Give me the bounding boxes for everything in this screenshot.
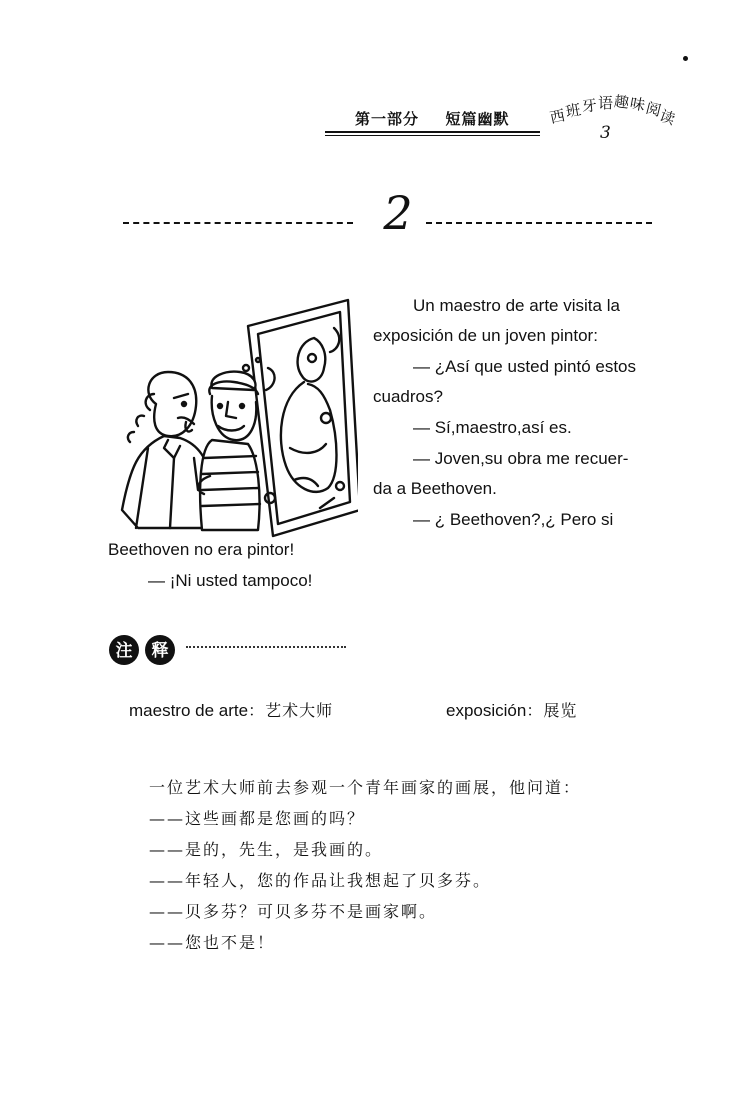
story-line: exposición de un joven pintor:: [373, 326, 598, 345]
vocab-meaning: 艺术大师: [265, 701, 334, 720]
cartoon-illustration: [108, 298, 358, 538]
book-title-char: 语: [598, 94, 614, 112]
ink-speck: [683, 56, 688, 61]
translation-line: ——是的，先生，是我画的。: [149, 840, 384, 859]
notes-heading: [108, 634, 178, 666]
chapter-rule-left: [123, 222, 353, 224]
story-line: — Sí,maestro,así es.: [413, 418, 572, 437]
book-title-char: 趣: [613, 92, 630, 112]
vocab-term: maestro de arte: [129, 701, 249, 720]
book-title-script: [548, 92, 678, 152]
notes-dotted-rule: [186, 646, 346, 648]
book-title-char: 西: [548, 106, 567, 128]
vocab-item: [446, 698, 577, 721]
story-line: — ¿Así que usted pintó estos: [413, 357, 637, 376]
vocab-item: [129, 698, 333, 721]
chapter-rule-right: [426, 222, 652, 224]
story-line: — ¿ Beethoven?,¿ Pero si: [413, 510, 614, 529]
notes-heading-char: 注: [115, 641, 133, 661]
vocab-separator: ：: [248, 701, 266, 720]
vocab-meaning: 展览: [543, 701, 578, 720]
translation-line: ——贝多芬？可贝多芬不是画家啊。: [149, 902, 438, 921]
book-title-char: 味: [628, 94, 647, 115]
translation-line: ——您也不是！: [149, 933, 276, 952]
translation-line: ——这些画都是您画的吗？: [149, 809, 366, 828]
page-number: 3: [600, 123, 611, 143]
story-line: — ¡Ni usted tampoco!: [148, 571, 313, 590]
book-title-char: 读: [657, 106, 678, 129]
header-rule: [325, 131, 540, 133]
book-title-char: 牙: [580, 96, 598, 116]
translation-line: ——年轻人，您的作品让我想起了贝多芬。: [149, 871, 492, 890]
story-line: cuadros?: [373, 387, 443, 406]
notes-heading-char: 释: [151, 641, 169, 661]
translation-line: 一位艺术大师前去参观一个青年画家的画展，他问道：: [149, 778, 582, 797]
vocab-separator: ：: [526, 701, 544, 720]
story-line: da a Beethoven.: [373, 479, 497, 498]
story-line: Un maestro de arte visita la: [413, 296, 620, 315]
story-line: Beethoven no era pintor!: [108, 540, 295, 559]
section-subtitle: 短篇幽默: [445, 110, 510, 128]
running-header: [355, 108, 510, 129]
vocab-term: exposición: [446, 701, 527, 720]
book-title-char: 阅: [644, 98, 663, 120]
section-label: 第一部分: [355, 110, 420, 128]
chapter-number: 2: [383, 186, 413, 240]
book-title-char: 班: [564, 100, 583, 121]
header-rule-thin: [325, 135, 540, 136]
story-line: — Joven,su obra me recuer-: [413, 449, 629, 468]
